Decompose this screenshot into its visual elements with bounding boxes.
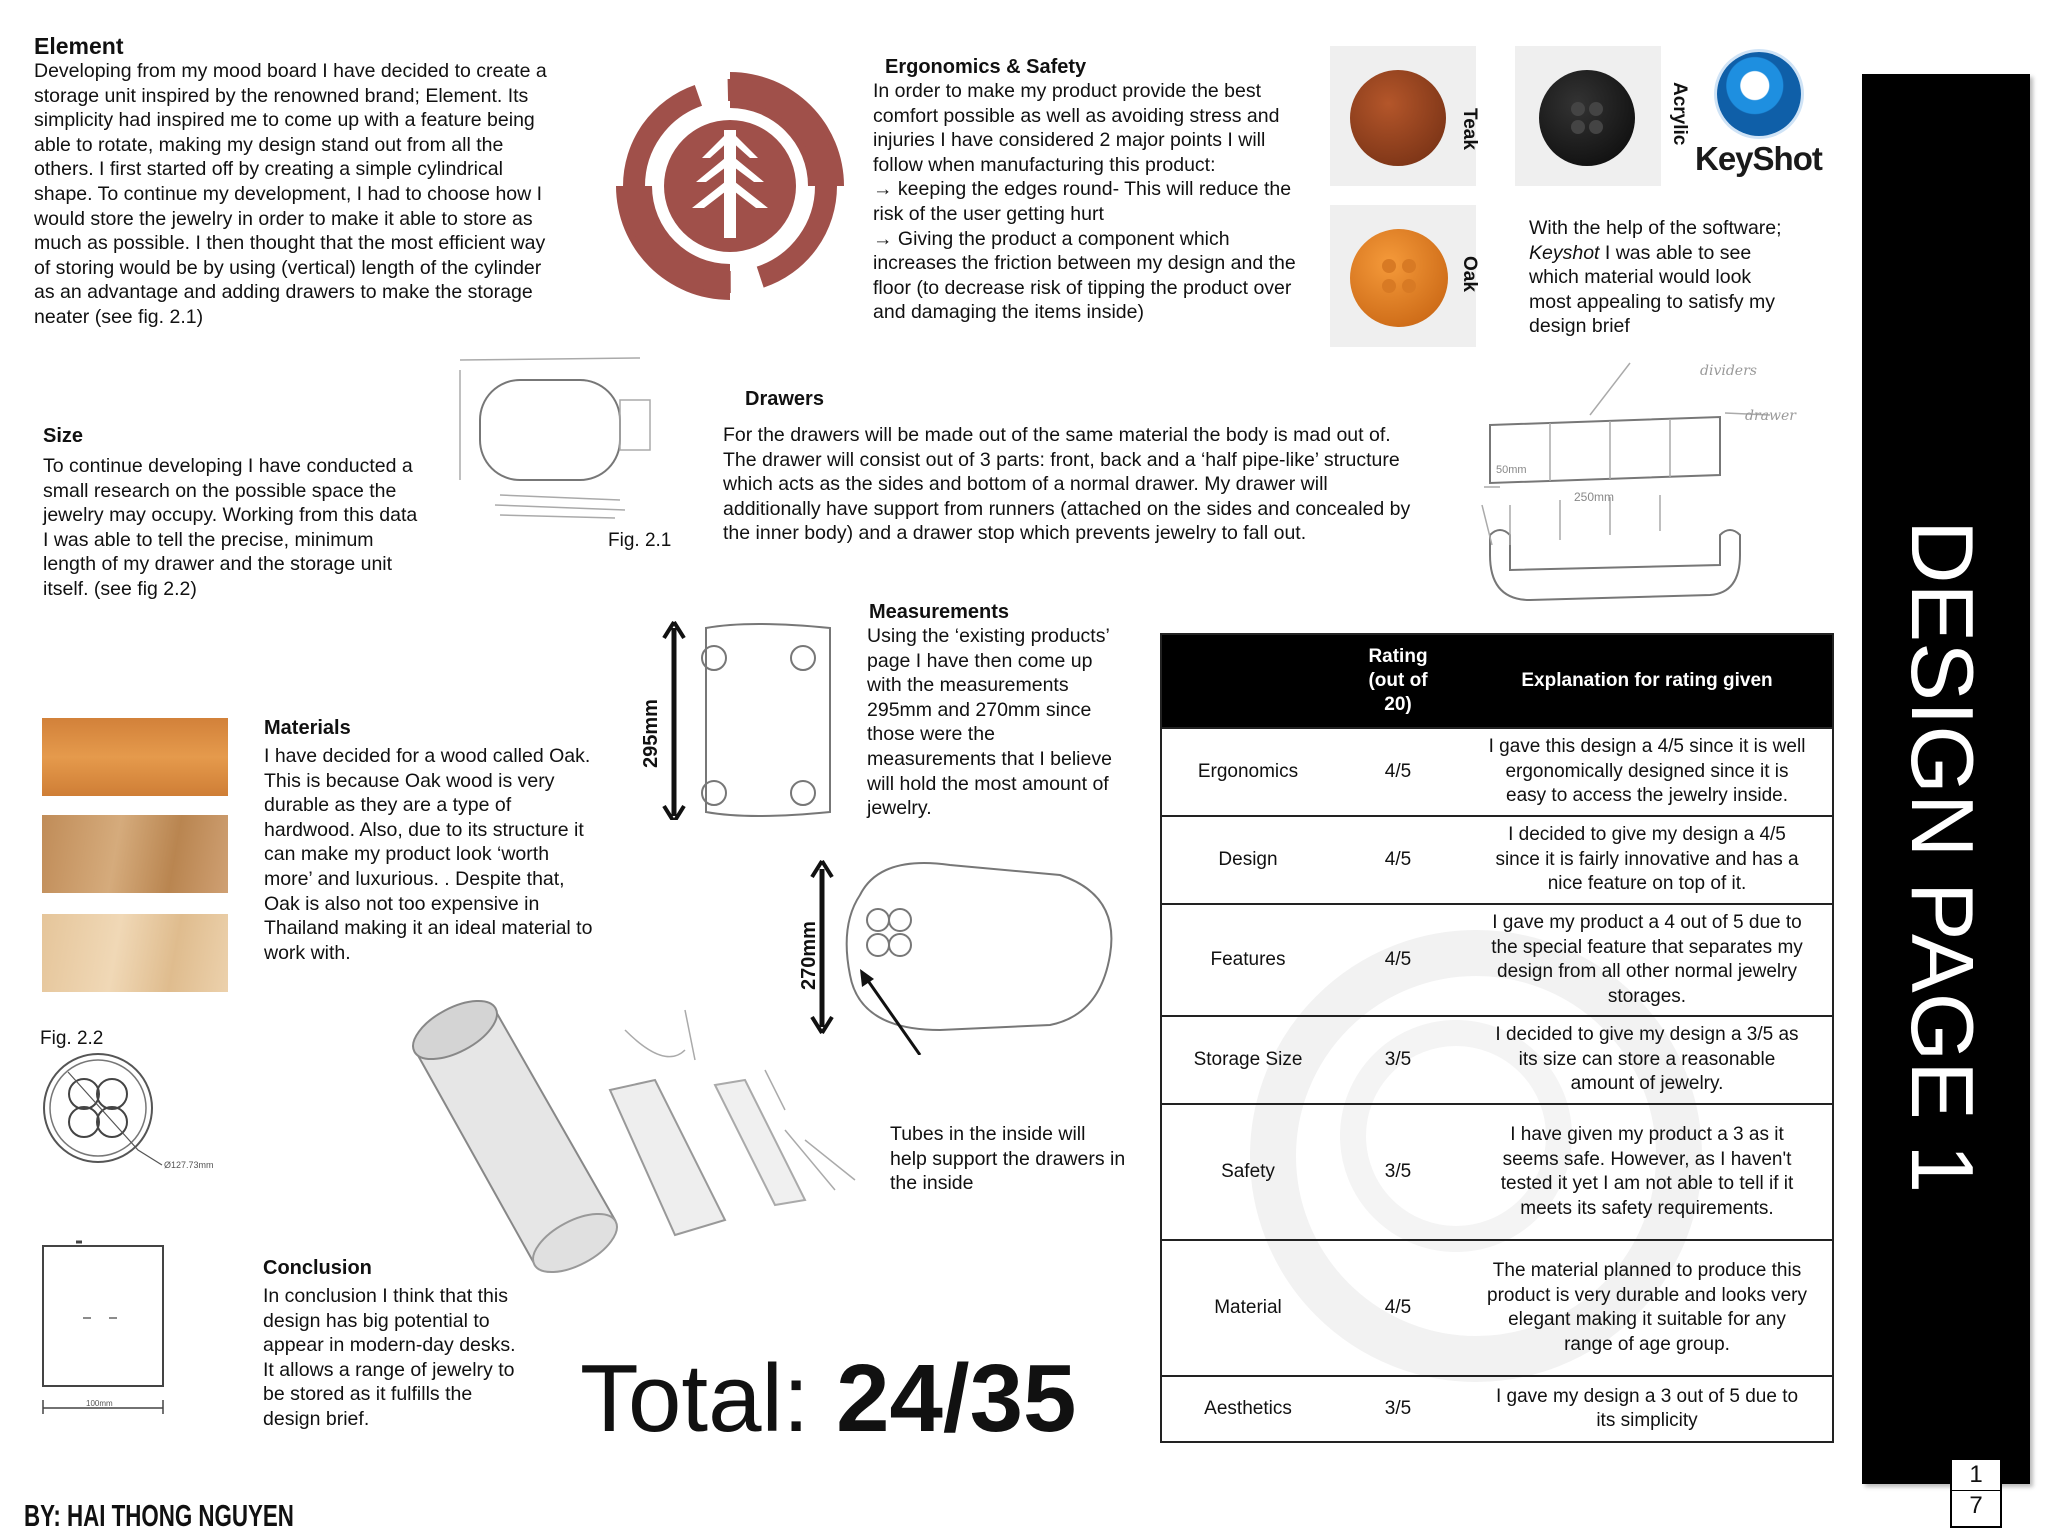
page-number-digit: 1 (1969, 1461, 1983, 1488)
text-line: I have given my product a 3 as it (1510, 1124, 1784, 1145)
text-line: Tubes in the inside will (890, 1123, 1086, 1145)
text-line: Using the ‘existing products’ (867, 625, 1110, 647)
drawer-sketch-50mm: 50mm (1496, 464, 1527, 476)
explanation-header: Explanation for rating given (1462, 634, 1833, 728)
text-line: I have decided for a wood called Oak. (264, 745, 591, 767)
material-swatch-oak-1 (42, 718, 228, 796)
text-line: storage unit inspired by the renowned brand; Element. Its (34, 84, 529, 107)
text-line: I was able to see (1604, 241, 1752, 264)
text-line: seems safe. However, as I haven't (1502, 1148, 1792, 1170)
rating-cell: 4/5 (1334, 728, 1462, 816)
text-line: ergonomically designed since it is (1505, 760, 1789, 782)
text-line: small research on the possible space the (43, 479, 397, 502)
total-value: 24/35 (836, 1345, 1077, 1452)
total-label: Total: (580, 1345, 810, 1452)
text-line: Thailand making it an ideal material to (264, 917, 593, 940)
dim-295mm: 295mm (640, 699, 662, 768)
render-acrylic-label: Acrylic (1669, 82, 1690, 146)
text-line: For the drawers will be made out of the same material the body is mad out of. (723, 424, 1391, 446)
drawers-body (723, 423, 1473, 546)
text-line: page I have then come up (867, 649, 1093, 672)
text-line: 295mm and 270mm since (867, 698, 1092, 721)
text-line: as an advantage and adding drawers to make the storage (34, 281, 533, 304)
rating-table (1160, 633, 1834, 1443)
text-line: will hold the most amount of (867, 772, 1109, 795)
text-line: with the measurements (867, 674, 1069, 697)
text-line: Developing from my mood board I have decided to create a (34, 60, 547, 82)
text-line: comfort possible as well as avoiding stress and (873, 104, 1280, 127)
text-line: of storing would be by using (vertical) length of the cylinder (34, 256, 542, 279)
text-line: jewelry. (867, 797, 932, 820)
drawer-sketch-dividers: dividers (1700, 363, 1757, 379)
text-line: I decided to give my design a 3/5 as (1495, 1024, 1799, 1046)
text-line: design has big potential to (263, 1309, 490, 1332)
ergonomics-section (873, 55, 1333, 325)
measurements-section (867, 600, 1147, 821)
criterion-cell: Design (1161, 816, 1334, 904)
cylinder-front-sketch (640, 620, 850, 820)
criterion-cell: Aesthetics (1161, 1376, 1334, 1442)
criterion-cell: Material (1161, 1240, 1334, 1376)
text-line: durable as they are a type of (264, 794, 512, 817)
keyshot-logo-text: KeyShot (1695, 140, 1822, 177)
total-score (580, 1344, 1076, 1454)
drawer-sketch (1470, 355, 1800, 615)
text-line: Oak is also not too expensive in (264, 892, 540, 915)
text-line: I gave my design a 3 out of 5 due to (1495, 1385, 1799, 1407)
text-line: which material would look (1529, 266, 1752, 289)
rating-header (1334, 634, 1462, 728)
text-line: can make my product look ‘worth (264, 843, 550, 866)
text-line: much as possible. I then thought that the most efficient way (34, 232, 546, 255)
render-acrylic (1515, 46, 1661, 186)
measurements-body (867, 624, 1147, 821)
ergonomics-body (873, 79, 1333, 325)
drawer-sketch-drawer: drawer (1745, 408, 1796, 424)
text-line: In conclusion I think that this (263, 1285, 508, 1307)
text-line: easy to access the jewelry inside. (1506, 785, 1788, 807)
table-row (1161, 728, 1833, 816)
text-line: Rating (1368, 646, 1428, 667)
keyshot-software-name: Keyshot (1529, 241, 1600, 264)
conclusion-body (263, 1284, 563, 1432)
fig22-diameter: Ø127.73mm (164, 1160, 214, 1170)
text-line: those were the (867, 723, 995, 746)
text-line: I gave my product a 4 out of 5 due to (1492, 912, 1802, 933)
text-line: since it is fairly innovative and has a (1495, 848, 1799, 870)
text-line: be stored as it fulfills the (263, 1383, 473, 1406)
explanation-cell (1462, 1240, 1833, 1376)
text-line: measurements that I believe (867, 747, 1112, 770)
text-line: work with. (264, 941, 351, 964)
drawer-sketch-250mm: 250mm (1574, 490, 1615, 504)
element-section (34, 33, 594, 330)
text-line: neater (see fig. 2.1) (34, 305, 204, 328)
table-row (1161, 1376, 1833, 1442)
criterion-header (1161, 634, 1334, 728)
element-body (34, 59, 594, 330)
text-line: and damaging the items inside) (873, 301, 1144, 324)
keyshot-logo (1695, 48, 1825, 183)
explanation-cell (1462, 904, 1833, 1016)
text-line: meets its safety requirements. (1520, 1197, 1774, 1219)
text-line: range of age group. (1564, 1333, 1730, 1355)
text-line: This is because Oak wood is very (264, 769, 555, 792)
explanation-cell (1462, 728, 1833, 816)
text-line: With the help of the software; (1529, 217, 1782, 239)
render-teak (1330, 46, 1476, 186)
conclusion-heading: Conclusion (263, 1257, 372, 1279)
text-line: hardwood. Also, due to its structure it (264, 818, 584, 841)
text-line: risk of the user getting hurt (873, 202, 1104, 225)
page-number-digit: 7 (1952, 1490, 2000, 1521)
text-line: simplicity had inspired me to come up with a feature being (34, 109, 535, 132)
text-line: its size can store a reasonable (1518, 1048, 1776, 1070)
table-row (1161, 1240, 1833, 1376)
drawers-heading: Drawers (745, 388, 824, 410)
render-oak (1330, 205, 1476, 347)
rating-table-wrap (1160, 633, 1834, 1443)
text-line: follow when manufacturing this product: (873, 153, 1216, 176)
table-row (1161, 1104, 1833, 1240)
table-row (1161, 904, 1833, 1016)
text-line: product is very durable and looks very (1487, 1284, 1807, 1306)
rating-table-header (1161, 634, 1833, 728)
text-line: tested it yet I am not able to tell if it (1500, 1173, 1794, 1194)
fig21-sketch (440, 350, 680, 540)
size-heading: Size (43, 425, 84, 447)
element-heading: Element (34, 33, 124, 59)
text-line: amount of jewelry. (1570, 1073, 1724, 1095)
rating-cell: 4/5 (1334, 904, 1462, 1016)
text-line: length of my drawer and the storage unit (43, 553, 393, 576)
text-line: design brief. (263, 1407, 370, 1430)
text-line: more’ and luxurious. . Despite that, (264, 867, 565, 890)
text-line: its simplicity (1596, 1410, 1698, 1431)
criterion-cell: Features (1161, 904, 1334, 1016)
element-logo (612, 68, 848, 304)
text-line: design brief (1529, 315, 1630, 338)
text-line: 20) (1384, 694, 1412, 715)
rating-cell: 3/5 (1334, 1104, 1462, 1240)
rating-cell: 4/5 (1334, 1240, 1462, 1376)
tubes-note (890, 1122, 1170, 1196)
rating-cell: 3/5 (1334, 1376, 1462, 1442)
keyshot-text (1529, 216, 1829, 339)
text-line: → keeping the edges round- This will reduce the (873, 178, 1292, 201)
text-line: The drawer will consist out of 3 parts: front, back and a ‘half pipe-like’ structure (723, 448, 1400, 471)
materials-section (264, 716, 624, 965)
text-line: storages. (1607, 985, 1687, 1007)
text-line: most appealing to satisfy my (1529, 290, 1776, 313)
conclusion-section (263, 1256, 563, 1432)
text-line: In order to make my product provide the best (873, 80, 1262, 102)
text-line: increases the friction between my design and the (873, 252, 1296, 275)
table-row (1161, 1016, 1833, 1104)
text-line: which acts as the sides and bottom of a normal drawer. My drawer will (723, 473, 1328, 496)
text-line: To continue developing I have conducted a (43, 455, 413, 477)
fig22-top-view (38, 1050, 248, 1180)
text-line: shape. To continue my development, I had to choose how I (34, 182, 543, 205)
exploded-sketch (385, 990, 885, 1300)
drawers-section (723, 387, 1473, 546)
text-line: It allows a range of jewelry to (263, 1358, 515, 1381)
text-line: additionally have support from runners (attached on the sides and concealed by (723, 497, 1411, 520)
text-line: would store the jewelry in order to make it able to store as (34, 207, 533, 230)
explanation-cell (1462, 1376, 1833, 1442)
explanation-cell (1462, 1104, 1833, 1240)
rating-cell: 4/5 (1334, 816, 1462, 904)
table-row (1161, 816, 1833, 904)
measurements-heading: Measurements (869, 601, 1010, 623)
text-line (1529, 241, 1829, 266)
text-line: nice feature on top of it. (1547, 873, 1747, 895)
text-line: jewelry may occupy. Working from this data (43, 504, 418, 527)
text-line: able to rotate, making my design stand out from all the (34, 133, 504, 156)
text-line: I decided to give my design a 4/5 (1508, 824, 1786, 846)
materials-heading: Materials (264, 717, 351, 739)
materials-body (264, 744, 624, 965)
ergonomics-heading: Ergonomics & Safety (885, 56, 1087, 78)
criterion-cell: Storage Size (1161, 1016, 1334, 1104)
text-line: The material planned to produce this (1492, 1260, 1802, 1281)
fig22-side-view (38, 1236, 178, 1416)
render-teak-label: Teak (1459, 108, 1480, 150)
explanation-cell (1462, 816, 1833, 904)
text-line: help support the drawers in (890, 1147, 1126, 1170)
render-oak-label: Oak (1459, 256, 1480, 292)
text-line: (out of (1368, 670, 1428, 691)
sidebar-title: DESIGN PAGE 1 (1893, 520, 1992, 1194)
dim-270mm: 270mm (798, 921, 820, 990)
text-line: I gave this design a 4/5 since it is well (1488, 736, 1806, 758)
text-line: the inside (890, 1172, 974, 1195)
text-line: appear in modern-day desks. (263, 1334, 516, 1357)
size-section (43, 424, 443, 602)
text-line: floor (to decrease risk of tipping the product over (873, 276, 1292, 299)
material-swatch-oak-2 (42, 815, 228, 893)
text-line: I was able to tell the precise, minimum (43, 528, 374, 551)
page-number-box (1950, 1458, 2002, 1528)
explanation-cell (1462, 1016, 1833, 1104)
text-line: → Giving the product a component which (873, 227, 1230, 250)
rating-cell: 3/5 (1334, 1016, 1462, 1104)
fig22-label: Fig. 2.2 (40, 1028, 104, 1049)
size-body (43, 454, 443, 602)
criterion-cell: Ergonomics (1161, 728, 1334, 816)
text-line: injuries I have considered 2 major points I will (873, 129, 1266, 152)
text-line: the inner body) and a drawer stop which prevents jewelry to fall out. (723, 522, 1307, 545)
fig22-width: 100mm (86, 1399, 113, 1408)
text-line: design from all other normal jewelry (1497, 961, 1797, 982)
text-line: the special feature that separates my (1491, 936, 1803, 958)
keyshot-logo-icon (1717, 52, 1801, 136)
text-line: elegant making it suitable for any (1508, 1309, 1786, 1330)
material-swatch-oak-3 (42, 914, 228, 992)
author-credit: BY: HAI THONG NGUYEN (24, 1498, 294, 1533)
fig21-label: Fig. 2.1 (608, 530, 672, 551)
text-line: itself. (see fig 2.2) (43, 577, 197, 600)
text-line: others. I first started off by creating a simple cylindrical (34, 158, 503, 181)
criterion-cell: Safety (1161, 1104, 1334, 1240)
